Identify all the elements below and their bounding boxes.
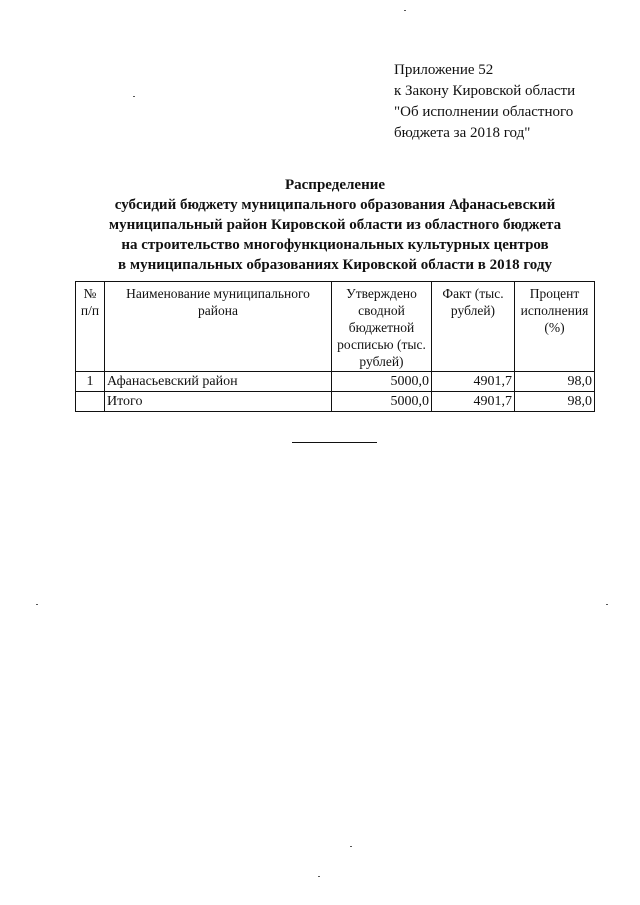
appendix-line: к Закону Кировской области: [394, 83, 576, 99]
appendix-line: "Об исполнении областного: [394, 104, 574, 120]
header-fact: Факт (тыс. рублей): [432, 282, 515, 372]
document-title: [60, 175, 610, 275]
total-num: [76, 392, 105, 412]
scan-speck: [404, 10, 406, 11]
title-line: на строительство многофункциональных культурных центров: [121, 237, 549, 253]
scan-speck: [318, 876, 320, 877]
scan-speck: [606, 604, 608, 605]
row-percent: 98,0: [515, 372, 595, 392]
header-approved: Утверждено сводной бюджетной росписью (тыс. рублей): [332, 282, 432, 372]
title-line: Распределение: [284, 177, 386, 193]
table-header-row: [76, 282, 595, 372]
total-name: Итого: [105, 392, 332, 412]
end-divider: [292, 442, 377, 443]
total-fact: 4901,7: [432, 392, 515, 412]
title-line: в муниципальных образованиях Кировской области в 2018 году: [118, 257, 552, 273]
appendix-header: [394, 60, 575, 144]
row-num: 1: [76, 372, 105, 392]
row-name: Афанасьевский район: [105, 372, 332, 392]
scan-speck: [133, 96, 135, 97]
total-percent: 98,0: [515, 392, 595, 412]
header-name: Наименование муниципального района: [105, 282, 332, 372]
row-approved: 5000,0: [332, 372, 432, 392]
scan-speck: [350, 846, 352, 847]
row-fact: 4901,7: [432, 372, 515, 392]
header-percent: Процент исполнения (%): [515, 282, 595, 372]
subsidy-table: [75, 281, 595, 412]
table-row: [76, 372, 595, 392]
appendix-line: Приложение 52: [394, 62, 494, 78]
total-approved: 5000,0: [332, 392, 432, 412]
table-total-row: [76, 392, 595, 412]
header-num: № п/п: [76, 282, 105, 372]
title-line: субсидий бюджету муниципального образования Афанасьевский: [114, 197, 556, 213]
title-line: муниципальный район Кировской области из областного бюджета: [108, 217, 562, 233]
appendix-line: бюджета за 2018 год": [394, 125, 531, 141]
scan-speck: [36, 604, 38, 605]
